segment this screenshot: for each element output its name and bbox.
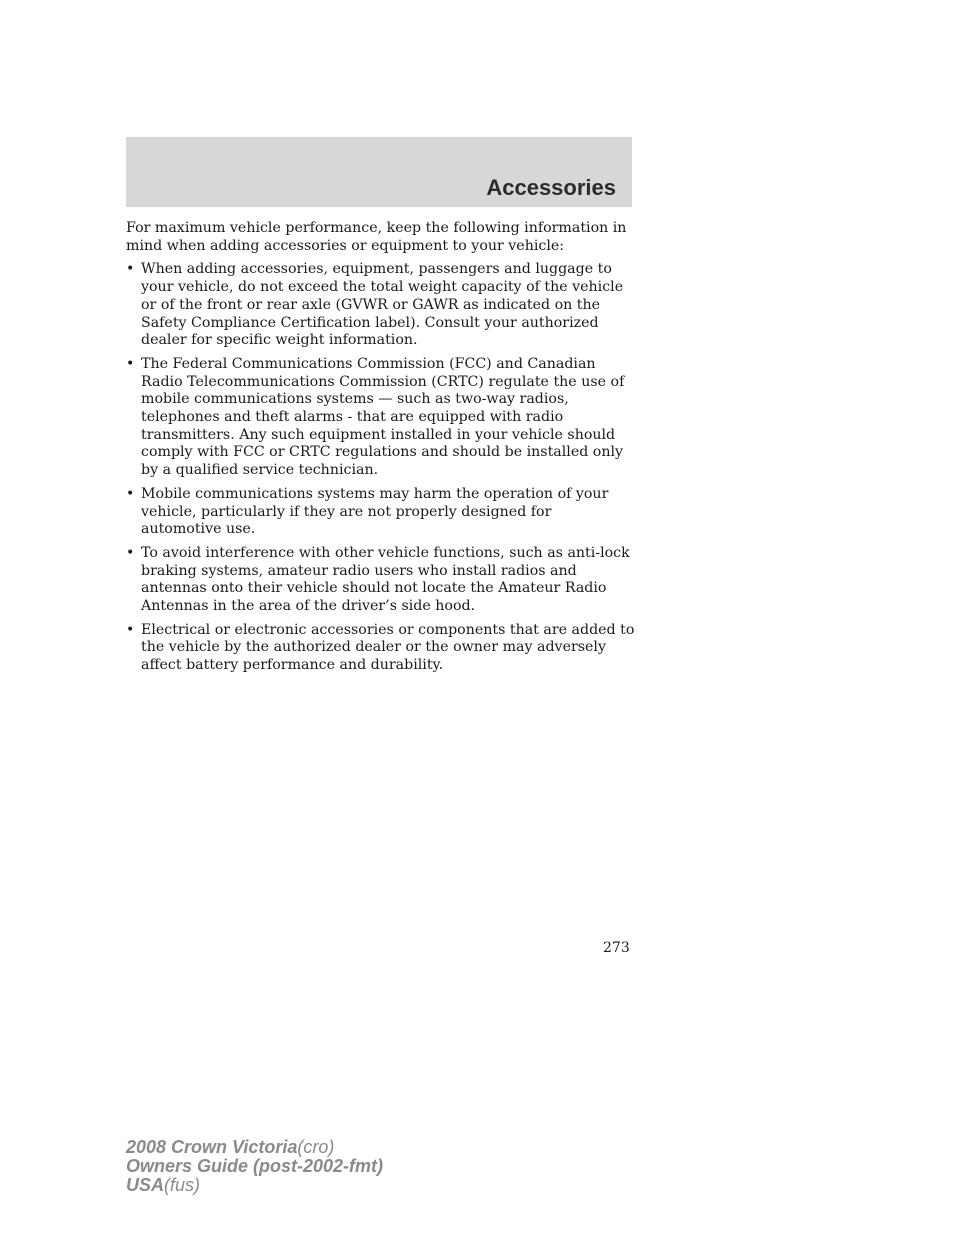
intro-paragraph: For maximum vehicle performance, keep the following information in mind when adding accessories or equipment to your vehicle: <box>126 220 627 254</box>
list-item <box>126 356 636 480</box>
list-item-text: When adding accessories, equipment, passengers and luggage to your vehicle, do not exceed the total weight capacity of the vehicle or of the front or rear axle (GVWR or GAWR as indicated on the Safety Compliance Certification label). Consult your authorized dealer for specific weight information. <box>141 261 624 349</box>
list-item <box>126 486 636 539</box>
list-item <box>126 622 636 675</box>
footer-line-model <box>126 1138 383 1157</box>
bullet-icon: • <box>126 544 135 561</box>
list-item-text: Mobile communications systems may harm the operation of your vehicle, particularly if they are not properly designed for automotive use. <box>141 485 609 538</box>
list-item-text: Electrical or electronic accessories or components that are added to the vehicle by the authorized dealer or the owner may adversely affect battery performance and durability. <box>141 621 635 674</box>
bullet-list <box>126 261 636 674</box>
page-number: 273 <box>603 940 630 956</box>
list-item-text: The Federal Communications Commission (FCC) and Canadian Radio Telecommunications Commission (CRTC) regulate the use of mobile communications systems — such as two-way radios, telephones and theft alarms - that are equipped with radio transmitters. Any such equipment installed in your vehicle should comply with FCC or CRTC regulations and should be installed only by a qualified service technician. <box>141 355 625 479</box>
page-content <box>126 220 636 681</box>
bullet-icon: • <box>126 621 135 638</box>
section-header-band <box>126 137 632 207</box>
footer-market-name: USA <box>126 1175 165 1195</box>
footer-line-market <box>126 1176 383 1195</box>
bullet-icon: • <box>126 261 135 278</box>
bullet-icon: • <box>126 355 135 372</box>
document-footer <box>126 1138 383 1195</box>
footer-model-code: (cro) <box>297 1137 335 1157</box>
footer-market-code: (fus) <box>164 1175 201 1195</box>
list-item-text: To avoid interference with other vehicle functions, such as anti-lock braking systems, amateur radio users who install radios and antennas onto their vehicle should not locate the Amateur Radio Antennas in the area of the driver’s side hood. <box>141 544 630 615</box>
list-item <box>126 545 636 616</box>
section-title: Accessories <box>486 175 616 200</box>
footer-guide-name: Owners Guide (post-2002-fmt) <box>126 1156 384 1176</box>
footer-model-name: 2008 Crown Victoria <box>126 1137 298 1157</box>
bullet-icon: • <box>126 485 135 502</box>
list-item <box>126 261 636 350</box>
